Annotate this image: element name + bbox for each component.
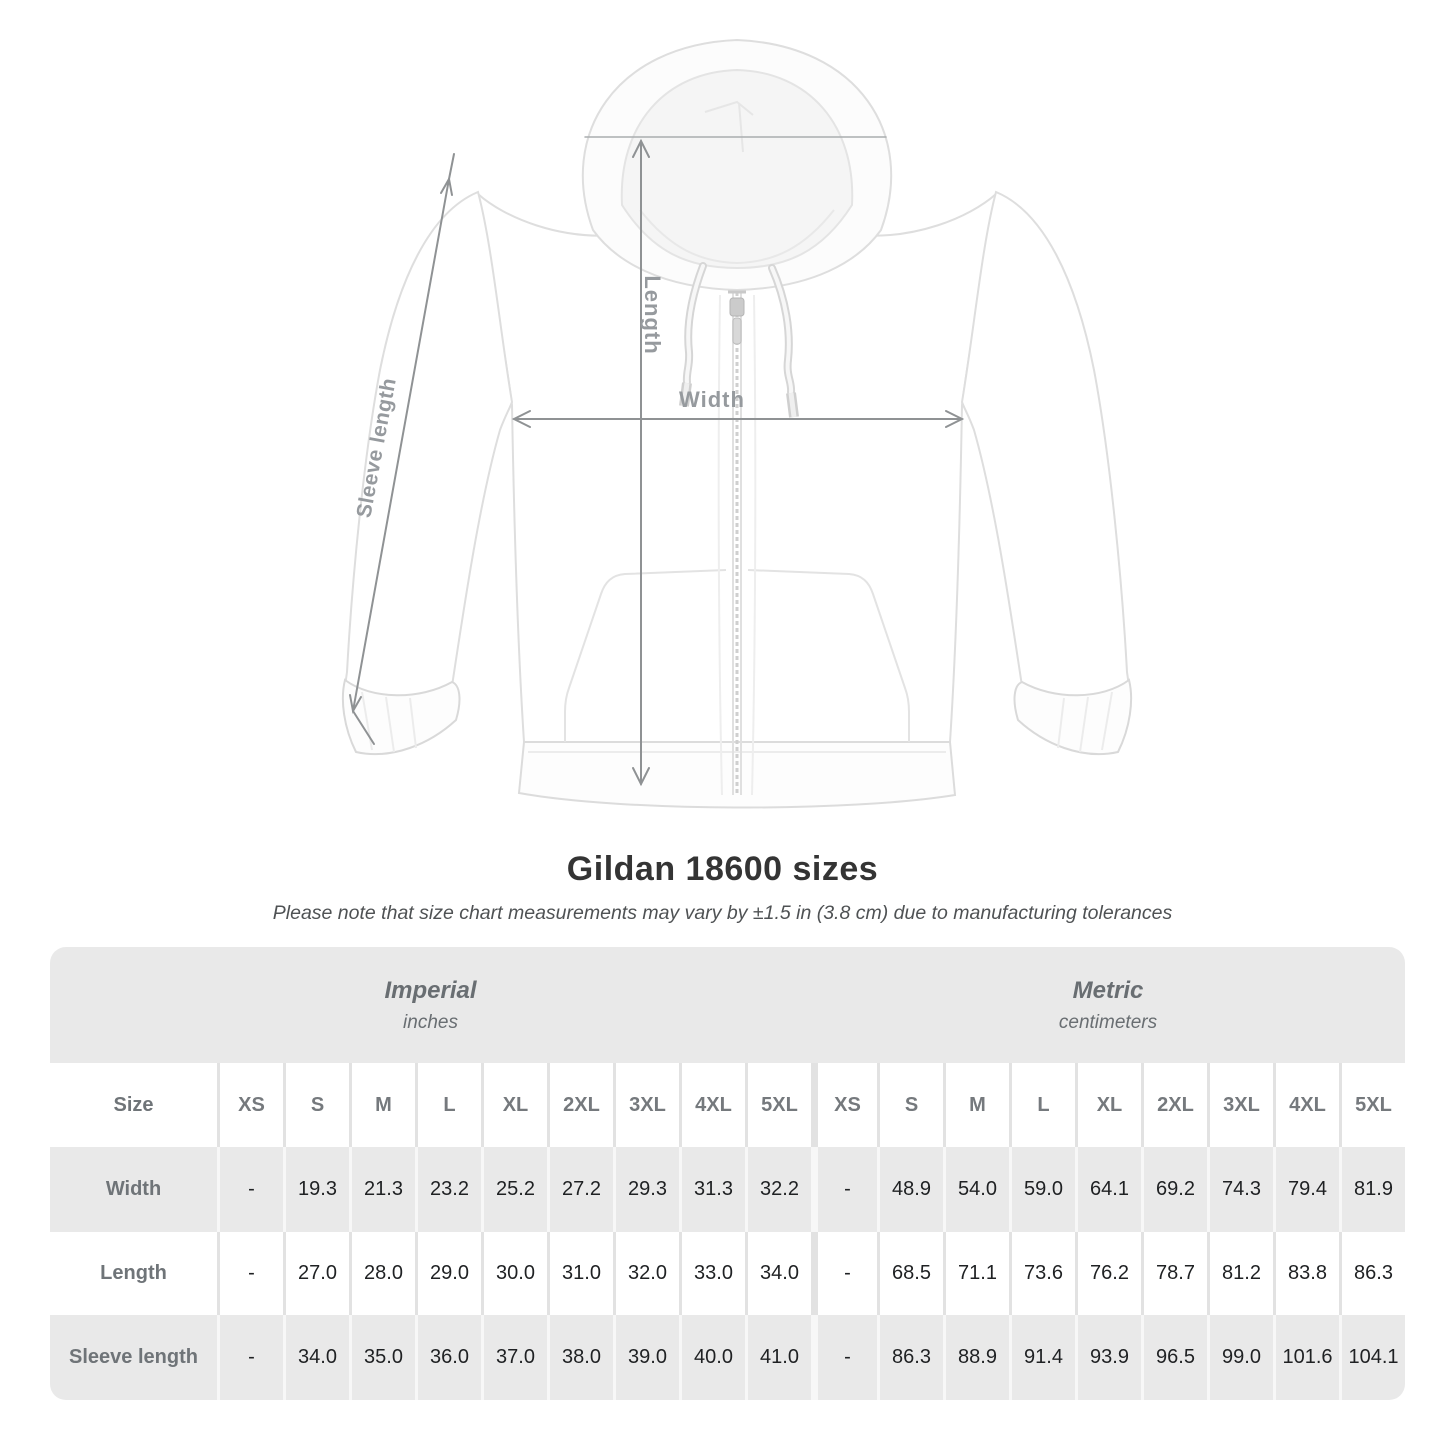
value-cell: 27.0 [283, 1232, 349, 1315]
value-cell: 83.8 [1273, 1232, 1339, 1315]
size-header-cell: 4XL [1273, 1063, 1339, 1147]
value-cell: - [811, 1232, 877, 1315]
value-cell: 34.0 [283, 1315, 349, 1400]
metric-label: Metric [1072, 976, 1144, 1004]
value-cell: 74.3 [1207, 1147, 1273, 1232]
value-cell: 101.6 [1273, 1315, 1339, 1400]
size-header-cell: XS [811, 1063, 877, 1147]
value-cell: 73.6 [1009, 1232, 1075, 1315]
row-label: Sleeve length [69, 1346, 198, 1368]
value-cell: 37.0 [481, 1315, 547, 1400]
value-cell: 27.2 [547, 1147, 613, 1232]
value-cell: 39.0 [613, 1315, 679, 1400]
zipper-pull [733, 318, 741, 344]
size-header-cell: 5XL [745, 1063, 811, 1147]
imperial-section-header [50, 947, 811, 1063]
value-cell: 88.9 [943, 1315, 1009, 1400]
value-cell: 32.2 [745, 1147, 811, 1232]
value-cell: 96.5 [1141, 1315, 1207, 1400]
value-cell: 78.7 [1141, 1232, 1207, 1315]
value-cell: 59.0 [1009, 1147, 1075, 1232]
size-header-cell: 5XL [1339, 1063, 1405, 1147]
value-cell: 40.0 [679, 1315, 745, 1400]
value-cell: 32.0 [613, 1232, 679, 1315]
tolerance-note: Please note that size chart measurements may vary by ±1.5 in (3.8 cm) due to manufacturing tolerances [272, 902, 1173, 924]
value-cell: 33.0 [679, 1232, 745, 1315]
value-cell: - [217, 1147, 283, 1232]
metric-unit: centimeters [1058, 1011, 1158, 1033]
size-header-cell: L [1009, 1063, 1075, 1147]
value-cell: 19.3 [283, 1147, 349, 1232]
width-dimension-label: Width [679, 387, 745, 412]
imperial-label: Imperial [384, 976, 477, 1004]
size-header-row [50, 1063, 1405, 1147]
value-cell: 64.1 [1075, 1147, 1141, 1232]
value-cell: 54.0 [943, 1147, 1009, 1232]
value-cell: 34.0 [745, 1232, 811, 1315]
size-header-cell: XL [481, 1063, 547, 1147]
value-cell: 29.0 [415, 1232, 481, 1315]
table-row-sleeve-length [50, 1315, 1405, 1400]
value-cell: 81.9 [1339, 1147, 1405, 1232]
size-header-cell: M [943, 1063, 1009, 1147]
zipper-slider [730, 298, 744, 316]
value-cell: - [217, 1315, 283, 1400]
value-cell: 38.0 [547, 1315, 613, 1400]
value-cell: 30.0 [481, 1232, 547, 1315]
value-cell: 68.5 [877, 1232, 943, 1315]
size-header-cell: S [877, 1063, 943, 1147]
value-cell: 71.1 [943, 1232, 1009, 1315]
size-header-cell: XS [217, 1063, 283, 1147]
value-cell: 93.9 [1075, 1315, 1141, 1400]
value-cell: 36.0 [415, 1315, 481, 1400]
value-cell: 25.2 [481, 1147, 547, 1232]
value-cell: 104.1 [1339, 1315, 1405, 1400]
value-cell: 86.3 [1339, 1232, 1405, 1315]
size-header-cell: 2XL [1141, 1063, 1207, 1147]
value-cell: - [217, 1232, 283, 1315]
metric-section-header [811, 947, 1405, 1063]
value-cell: 28.0 [349, 1232, 415, 1315]
value-cell: - [811, 1315, 877, 1400]
value-cell: 48.9 [877, 1147, 943, 1232]
value-cell: 91.4 [1009, 1315, 1075, 1400]
right-sleeve [962, 192, 1129, 697]
value-cell: 79.4 [1273, 1147, 1339, 1232]
size-header-cell: 2XL [547, 1063, 613, 1147]
units-header-band [50, 947, 1405, 1063]
size-header-cell: S [283, 1063, 349, 1147]
value-cell: 69.2 [1141, 1147, 1207, 1232]
size-header-cell: 3XL [1207, 1063, 1273, 1147]
value-cell: 76.2 [1075, 1232, 1141, 1315]
size-column-header: Size [113, 1093, 154, 1116]
value-cell: 35.0 [349, 1315, 415, 1400]
value-cell: 31.0 [547, 1232, 613, 1315]
value-cell: 29.3 [613, 1147, 679, 1232]
value-cell: - [811, 1147, 877, 1232]
row-label: Width [105, 1178, 162, 1200]
size-header-cell: XL [1075, 1063, 1141, 1147]
imperial-unit: inches [403, 1011, 458, 1033]
size-table [50, 947, 1405, 1400]
value-cell: 21.3 [349, 1147, 415, 1232]
table-row-length [50, 1232, 1405, 1315]
value-cell: 23.2 [415, 1147, 481, 1232]
length-dimension-label: Length [640, 275, 665, 355]
value-cell: 31.3 [679, 1147, 745, 1232]
sleeve-dimension-label: Sleeve length [352, 375, 401, 520]
value-cell: 41.0 [745, 1315, 811, 1400]
size-header-cell: 4XL [679, 1063, 745, 1147]
value-cell: 86.3 [877, 1315, 943, 1400]
size-header-cell: M [349, 1063, 415, 1147]
size-header-cell: 3XL [613, 1063, 679, 1147]
row-label: Length [100, 1262, 167, 1284]
value-cell: 81.2 [1207, 1232, 1273, 1315]
table-row-width [50, 1147, 1405, 1232]
page-title: Gildan 18600 sizes [566, 850, 879, 888]
value-cell: 99.0 [1207, 1315, 1273, 1400]
size-header-cell: L [415, 1063, 481, 1147]
